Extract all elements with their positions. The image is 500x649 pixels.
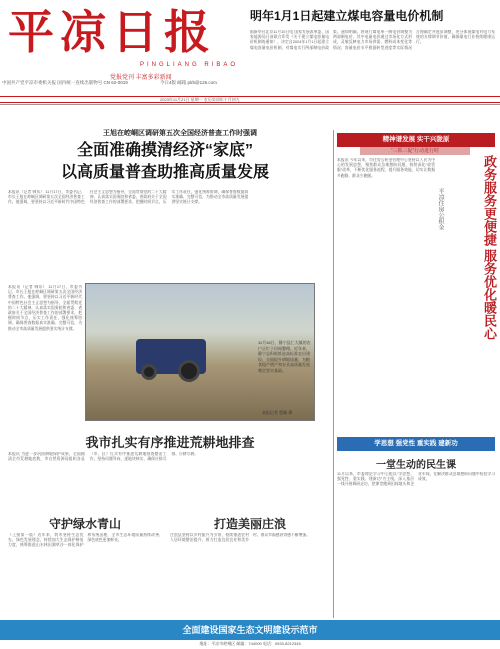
photo-credit: 本报记者 程顺 摄 xyxy=(262,410,293,415)
vertical-headline[interactable]: 政务服务更便捷 服务优化暖民心 xyxy=(482,155,497,341)
lead-headline-line2[interactable]: 以高质量普查助推高质量发展 xyxy=(60,164,269,181)
story3-body: （上接第一版）近年来，我市坚持生态优先、绿色发展理念，持续加大生态保护修复力度，统筹推进山水林田湖草沙一体化保护和系统治理，全市生态环境质量持续改善，绿色底色更加鲜亮。 xyxy=(8,533,163,548)
story3-headline[interactable]: 守护绿水青山 xyxy=(48,517,121,531)
rule-top xyxy=(0,104,500,105)
vertical-subtitle: 平凉住房公积金 xyxy=(437,188,443,230)
contact-info: 今日4版 邮箱 plrb@126.com xyxy=(160,80,217,85)
newspaper-logo: 平凉日报 xyxy=(8,5,216,59)
tractor-wheel-front xyxy=(141,364,157,380)
story4-body: 庄浪县坚持以乡村振兴为引领，持续推进农村人居环境整治提升，着力打造宜居宜业和美乡村，群众幸福感获得感不断增强。 xyxy=(170,533,310,543)
top-story-body: 据新华社北京11月10日电 国家发展改革委、国家能源局日前联合印发《关于建立煤电容量电价机制的通知》，决定自2024年1月1日起建立煤电容量电价机制，对煤电实行两部制电价政策。通知明确，将现行煤电单一制电价调整为两部制电价，其中电量电价通过市场化方式形成，灵敏反映电力市场供需、燃料成本变化等情况；容量电价水平根据转型进度等实际情况合理确定并逐步调整，充分体现煤电对电力系统的支撑调节价值，确保煤电行业持续健康运行。 xyxy=(250,30,495,50)
lead-story-body: 本报讯（记者 韩东） 11月17日，市委书记、市长王旭在崆峒区调研第五次全国经济普查工作。他强调，要坚持以习近平新时代中国特色社会主义思想为指导，全面贯彻党的二十大精神，认真落实国务院和省委、省政府关于全国经济普查工作的部署要求，把握时间节点，压实工作责任，强化统筹协调，确保普查数据真实准确、完整可信，为推动全市高质量发展提供坚实统计支撑。 xyxy=(8,190,249,205)
footer-info: 地址：平凉市崆峒区 邮编：744000 电话：0933-8212345 xyxy=(199,641,301,646)
blue-banner: 学思想 强党性 重实践 建新功 xyxy=(337,437,495,451)
footer-banner: 全面建设国家生态文明建设示范市 xyxy=(0,620,500,640)
photo-caption-box xyxy=(258,340,313,373)
logo-pinyin: PINGLIANG RIBAO xyxy=(140,62,239,68)
banner-subtitle: “三抓三促”行动进行时 xyxy=(360,147,470,155)
slogan: 党报党刊 丰富多彩新闻 xyxy=(110,75,172,81)
right-story-headline[interactable]: 一堂生动的民生课 xyxy=(376,460,456,471)
photo-caption-text: 11月16日，静宁县仁大镇的农户正忙于田间整理。近年来，静宁县积极推进高标准农田建设，全面提升耕地质量，为粮食稳产增产和农业高质量发展奠定坚实基础。 xyxy=(258,340,311,373)
date-bar xyxy=(0,96,500,103)
lead-kicker: 王旭在崆峒区调研第五次全国经济普查工作时强调 xyxy=(103,130,257,137)
right-column-body: 本报讯 今年以来，市住房公积金管理中心坚持以人民为中心的发展思想，聚焦群众急难愁盼问题，持续深化“放管服”改革，不断优化服务流程，提升服务效能，切实让数据多跑路、群众少跑腿。 xyxy=(337,158,435,178)
top-headline[interactable]: 明年1月1日起建立煤电容量电价机制 xyxy=(250,9,444,23)
lead-story-continued: 本报讯（记者 韩东） 11月17日，市委书记、市长王旭在崆峒区调研第五次全国经济普查工作。他强调，要坚持以习近平新时代中国特色社会主义思想为指导，全面贯彻党的二十大精神，认真落实国务院和省委、省政府关于全国经济普查工作的部署要求，把握时间节点，压实工作责任，强化统筹协调，确保普查数据真实准确、完整可信，为推动全市高质量发展提供坚实统计支撑。 xyxy=(8,285,82,331)
red-banner: 精神谱发展 实干兴陇原 xyxy=(337,133,495,147)
issue-date: 2023年11月21日 星期一 农历癸卯年十月初九 xyxy=(160,97,240,102)
publication-info: 中国共产党平凉市委机关报 国内统一连续出版物号 CN 62-0019 xyxy=(2,80,128,85)
right-story-body: 11月以来，市委理论学习中心组以“学思想、强党性、重实践、建新功”为主线，深入基层一线开展调研走访，把课堂搬到田间地头和企业车间，在解决群众急难愁盼问题中检验学习成效。 xyxy=(337,472,495,487)
tractor-wheel-rear xyxy=(178,360,200,382)
lead-headline-line1[interactable]: 全面准确摸清经济“家底” xyxy=(76,142,253,159)
column-rule xyxy=(333,130,334,618)
story2-body: 本报讯 为进一步巩固耕地保护成果，全面摸清全市荒耕地底数，市自然资源局组织各县（市、区）扎实有序推进荒耕地排查整治工作，坚持问题导向，逐地块核实，确保应排尽排、应耕尽耕。 xyxy=(8,452,199,462)
story2-headline[interactable]: 我市扎实有序推进荒耕地排查 xyxy=(85,435,255,450)
story4-headline[interactable]: 打造美丽庄浪 xyxy=(213,517,286,531)
